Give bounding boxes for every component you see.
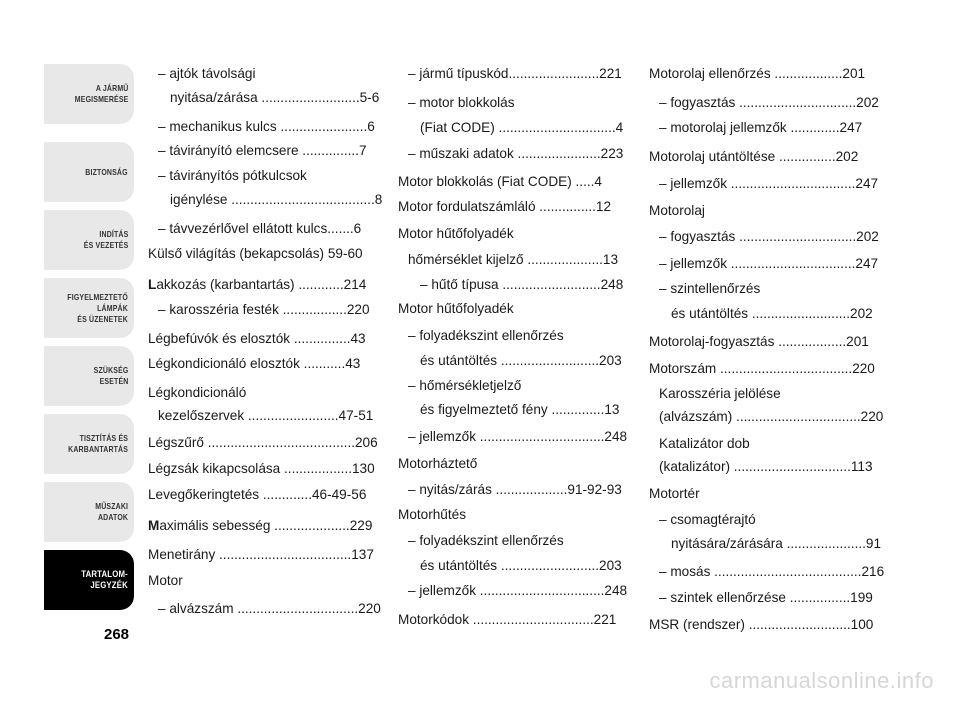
index-entry	[170, 90, 379, 105]
index-entry-text: (katalizátor) ...............................113	[659, 459, 873, 474]
index-entry-text: Menetirány ...................................137	[148, 547, 374, 562]
index-entry-text: és utántöltés ..........................203	[420, 353, 622, 368]
index-entry	[408, 95, 515, 110]
index-entry-text: Katalizátor dob	[659, 436, 750, 451]
index-entry	[659, 256, 878, 271]
index-entry-text: – jellemzők .................................247	[659, 256, 879, 271]
index-entry-text: kezelőszervek ........................47-51	[158, 408, 374, 423]
index-entry-text: – fogyasztás ...............................202	[659, 95, 879, 110]
index-entry-text: Motor hűtőfolyadék	[398, 226, 514, 241]
index-entry-text: Motorolaj	[649, 203, 705, 218]
index-entry-text: igénylése ......................................8	[170, 192, 383, 207]
index-entry-text: (alvázszám) .................................220	[659, 409, 884, 424]
index-entry	[408, 328, 564, 343]
index-entry-text: – nyitás/zárás ...................91-92-93	[408, 482, 622, 497]
chapter-tab-4[interactable]	[44, 278, 134, 338]
chapter-tab-1[interactable]	[44, 64, 134, 124]
index-entry	[659, 176, 878, 191]
index-entry-text: Motorolaj-fogyasztás ..................201	[649, 334, 869, 349]
index-entry	[148, 385, 246, 400]
index-entry-text: nyitása/zárása ..........................5-6	[170, 90, 380, 105]
chapter-tab-label: FIGYELMEZTETŐ LÁMPÁK ÉS ÜZENETEK	[67, 291, 128, 324]
index-entry	[158, 221, 361, 236]
index-entry-text: – karosszéria festék .................220	[158, 302, 370, 317]
chapter-tab-8[interactable]	[44, 550, 134, 610]
index-entry-text: Motorszám ...................................220	[649, 361, 875, 376]
index-entry	[408, 482, 622, 497]
index-entry-text: Motorhűtés	[398, 507, 467, 522]
index-entry	[671, 306, 873, 321]
index-entry-text: és utántöltés ..........................203	[420, 558, 622, 573]
letter-initial: L	[148, 277, 157, 292]
index-entry-text: – távirányítós pótkulcsok	[158, 168, 307, 183]
index-entry	[659, 281, 760, 296]
index-entry-text: – jellemzők .................................248	[408, 583, 628, 598]
index-entry-text: Légbefúvók és elosztók ...............43	[148, 331, 366, 346]
index-entry	[408, 533, 564, 548]
index-entry	[398, 226, 514, 241]
index-entry	[158, 119, 375, 134]
index-entry	[158, 302, 370, 317]
chapter-tab-label: MŰSZAKI ADATOK	[95, 501, 128, 522]
index-entry-text: MSR (rendszer) ...........................100	[649, 617, 874, 632]
index-entry	[649, 486, 700, 501]
watermark: carmanualsonline.info	[709, 668, 934, 693]
index-entry-text: – szintellenőrzés	[659, 281, 761, 296]
letter-initial: M	[148, 518, 160, 533]
index-entry	[420, 120, 623, 135]
index-entry-text: Légkondicionáló	[148, 385, 247, 400]
index-entry-text: – fogyasztás ...............................202	[659, 229, 879, 244]
chapter-tab-label: SZÜKSÉG ESETÉN	[93, 365, 128, 386]
index-entry	[659, 590, 873, 605]
index-entry-text: nyitására/zárására .....................91	[671, 536, 882, 551]
index-entry-text: – folyadékszint ellenőrzés	[408, 533, 564, 548]
chapter-tab-3[interactable]	[44, 210, 134, 270]
index-entry-text: – alvázszám ................................220	[158, 601, 381, 616]
index-entry	[659, 386, 781, 401]
index-entry	[148, 331, 366, 346]
index-entry-text: – távvezérlővel ellátott kulcs.......6	[158, 221, 362, 236]
index-entry-text: Külső világítás (bekapcsolás) 59-60	[148, 246, 363, 261]
index-entry	[148, 518, 372, 533]
index-entry-text: Légzsák kikapcsolása ..................130	[148, 461, 375, 476]
index-entry	[398, 507, 466, 522]
index-entry	[659, 436, 750, 451]
index-entry	[649, 361, 875, 376]
index-entry	[659, 120, 862, 135]
index-entry-text: Levegőkeringtetés .............46-49-56	[148, 487, 367, 502]
index-entry-text: – szintek ellenőrzése ................199	[659, 590, 873, 605]
index-entry	[148, 435, 378, 450]
index-entry	[158, 143, 367, 158]
index-entry	[398, 456, 477, 471]
index-entry-text: Motortér	[649, 486, 700, 501]
index-entry	[659, 459, 873, 474]
index-entry	[649, 617, 873, 632]
index-entry-text: – mechanikus kulcs .......................6	[158, 119, 375, 134]
index-entry	[158, 408, 373, 423]
index-entry-text: – hűtő típusa ..........................248	[420, 277, 624, 292]
index-entry	[158, 168, 307, 183]
index-entry	[420, 353, 622, 368]
index-entry	[649, 203, 705, 218]
index-entry-text: akkozás (karbantartás) ............214	[156, 277, 367, 292]
index-entry	[408, 66, 622, 81]
index-entry	[398, 612, 616, 627]
chapter-tab-label: TISZTÍTÁS ÉS KARBANTARTÁS	[68, 433, 128, 454]
index-entry-text: Motor fordulatszámláló ...............12	[398, 199, 612, 214]
index-entry-text: Motor	[148, 573, 183, 588]
index-entry-text: – motor blokkolás	[408, 95, 515, 110]
index-entry	[158, 601, 381, 616]
index-entry-text: – jellemzők .................................248	[408, 429, 628, 444]
chapter-tab-label: A JÁRMŰ MEGISMERÉSE	[74, 83, 128, 104]
chapter-tab-2[interactable]	[44, 142, 134, 202]
index-entry	[398, 174, 602, 189]
index-entry	[148, 573, 183, 588]
index-entry	[420, 402, 619, 417]
index-entry-text: hőmérséklet kijelző ....................13	[408, 252, 619, 267]
page-number: 268	[104, 626, 130, 643]
index-entry	[659, 564, 884, 579]
index-entry	[659, 95, 879, 110]
index-entry	[398, 301, 514, 316]
index-entry-text: Motorolaj ellenőrzés ..................201	[649, 66, 866, 81]
index-entry	[420, 558, 622, 573]
index-entry-text: – csomagtérajtó	[659, 512, 756, 527]
index-entry-text: – folyadékszint ellenőrzés	[408, 328, 564, 343]
chapter-tab-5[interactable]	[44, 346, 134, 406]
index-entry-text: Motorkódok ................................221	[398, 612, 617, 627]
index-entry	[659, 512, 756, 527]
index-entry-text: – motorolaj jellemzők .............247	[659, 120, 863, 135]
index-entry	[649, 334, 869, 349]
index-entry	[148, 277, 366, 292]
chapter-tab-label: INDÍTÁS ÉS VEZETÉS	[83, 229, 128, 250]
index-entry-text: Légszűrő .......................................206	[148, 435, 378, 450]
index-entry	[659, 409, 883, 424]
index-entry-text: Légkondicionáló elosztók ...........43	[148, 356, 361, 371]
index-entry-text: – mosás .......................................216	[659, 564, 885, 579]
chapter-tab-7[interactable]	[44, 482, 134, 542]
index-entry	[420, 277, 623, 292]
index-entry-text: (Fiat CODE) ...............................4	[420, 120, 624, 135]
index-entry	[158, 66, 255, 81]
index-entry	[408, 583, 627, 598]
index-entry	[408, 146, 623, 161]
index-entry-text: – jellemzők .................................247	[659, 176, 879, 191]
index-entry-text: Karosszéria jelölése	[659, 386, 781, 401]
index-entry-text: – műszaki adatok ......................223	[408, 146, 624, 161]
index-entry-text: és utántöltés ..........................202	[671, 306, 873, 321]
index-entry	[659, 229, 879, 244]
index-entry	[671, 536, 881, 551]
index-entry-text: Motorháztető	[398, 456, 478, 471]
index-entry	[148, 487, 366, 502]
index-entry	[649, 66, 865, 81]
index-entry	[148, 547, 374, 562]
index-entry	[170, 192, 382, 207]
index-entry-text: – távirányító elemcsere ...............7	[158, 143, 367, 158]
index-entry	[148, 461, 375, 476]
index-entry	[408, 252, 618, 267]
index-entry-text: – hőmérsékletjelző	[408, 378, 522, 393]
index-entry-text: és figyelmeztető fény ..............13	[420, 402, 620, 417]
index-entry-text: – jármű típuskód........................221	[408, 66, 622, 81]
index-entry	[148, 246, 363, 261]
index-entry-text: Motor hűtőfolyadék	[398, 301, 514, 316]
chapter-tab-6[interactable]	[44, 414, 134, 474]
index-entry	[408, 378, 521, 393]
index-entry-text: – ajtók távolsági	[158, 66, 256, 81]
index-entry	[408, 429, 627, 444]
index-entry	[398, 199, 611, 214]
index-entry-text: Motor blokkolás (Fiat CODE) .....4	[398, 174, 602, 189]
chapter-tab-label: TARTALOM- JEGYZÉK	[81, 569, 128, 591]
index-entry-text: aximális sebesség ....................229	[159, 518, 373, 533]
index-entry	[649, 149, 858, 164]
index-entry-text: Motorolaj utántöltése ...............202	[649, 149, 859, 164]
index-entry	[148, 356, 360, 371]
chapter-tab-label: BIZTONSÁG	[85, 166, 128, 177]
